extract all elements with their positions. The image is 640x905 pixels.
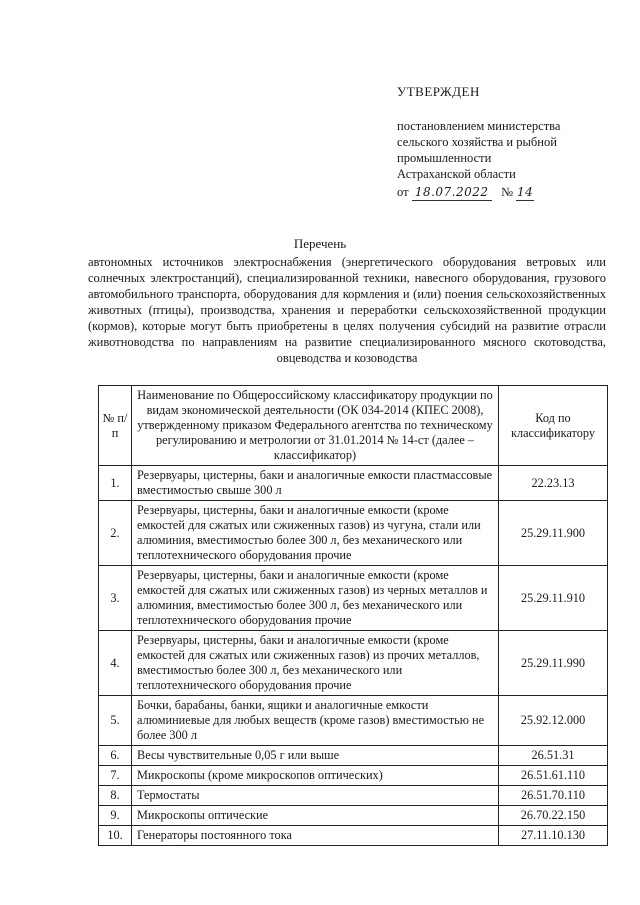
row-num: 4. [99, 631, 132, 696]
header-num: № п/п [99, 386, 132, 466]
approval-block [397, 84, 629, 201]
row-code: 22.23.13 [499, 466, 608, 501]
approval-line: сельского хозяйства и рыбной [397, 135, 557, 149]
date-value: 18.07.2022 [412, 184, 492, 201]
table-row [99, 466, 608, 501]
row-code: 25.29.11.900 [499, 501, 608, 566]
row-code: 25.29.11.910 [499, 566, 608, 631]
table-row [99, 696, 608, 746]
row-num: 8. [99, 786, 132, 806]
row-code: 26.51.61.110 [499, 766, 608, 786]
row-name: Резервуары, цистерны, баки и аналогичные емкости (кроме емкостей для сжатых или сжиженных газов) из чугуна, стали или алюминия, вместимостью более 300 л, без механического или теплотехнического оборудования прочие [132, 501, 499, 566]
header-name: Наименование по Общероссийскому классификатору продукции по видам экономической деятельности (ОК 034-2014 (КПЕС 2008), утвержденному приказом Федерального агентства по техническому регулированию и метрологии от 31.01.2014 № 14-ст (далее – классификатор) [132, 386, 499, 466]
row-name: Бочки, барабаны, банки, ящики и аналогичные емкости алюминиевые для любых веществ (кроме газов) вместимостью не более 300 л [132, 696, 499, 746]
row-name: Термостаты [132, 786, 499, 806]
approval-heading: УТВЕРЖДЕН [397, 84, 480, 99]
date-prefix: от [397, 185, 409, 199]
row-num: 7. [99, 766, 132, 786]
classifier-table [98, 385, 608, 846]
table-row [99, 786, 608, 806]
row-name: Генераторы постоянного тока [132, 826, 499, 846]
row-code: 26.51.31 [499, 746, 608, 766]
table-row [99, 826, 608, 846]
row-code: 25.92.12.000 [499, 696, 608, 746]
row-name: Резервуары, цистерны, баки и аналогичные емкости пластмассовые вместимостью свыше 300 л [132, 466, 499, 501]
row-num: 3. [99, 566, 132, 631]
approval-line: Астраханской области [397, 167, 516, 181]
row-num: 2. [99, 501, 132, 566]
row-num: 6. [99, 746, 132, 766]
row-name: Микроскопы оптические [132, 806, 499, 826]
row-code: 27.11.10.130 [499, 826, 608, 846]
header-code: Код по классификатору [499, 386, 608, 466]
row-code: 26.51.70.110 [499, 786, 608, 806]
row-name: Весы чувствительные 0,05 г или выше [132, 746, 499, 766]
table-row [99, 566, 608, 631]
row-name: Микроскопы (кроме микроскопов оптических) [132, 766, 499, 786]
row-num: 10. [99, 826, 132, 846]
approval-date-number [397, 184, 629, 201]
approval-line: промышленности [397, 151, 492, 165]
table-row [99, 501, 608, 566]
table-header-row [99, 386, 608, 466]
row-code: 26.70.22.150 [499, 806, 608, 826]
row-num: 9. [99, 806, 132, 826]
table-row [99, 746, 608, 766]
row-name: Резервуары, цистерны, баки и аналогичные емкости (кроме емкостей для сжатых или сжиженных газов) из прочих металлов, вместимостью более 300 л, без механического или теплотехнического оборудования прочие [132, 631, 499, 696]
number-value: 14 [516, 185, 534, 199]
row-num: 5. [99, 696, 132, 746]
row-name: Резервуары, цистерны, баки и аналогичные емкости (кроме емкостей для сжатых или сжиженных газов) из черных металлов и алюминия, вместимостью более 300 л, без механического или теплотехнического оборудования прочие [132, 566, 499, 631]
approval-line: постановлением министерства [397, 119, 561, 133]
table-row [99, 766, 608, 786]
document-title: Перечень [293, 236, 347, 251]
number-prefix: № [501, 185, 513, 199]
table-row [99, 631, 608, 696]
table-row [99, 806, 608, 826]
row-code: 25.29.11.990 [499, 631, 608, 696]
row-num: 1. [99, 466, 132, 501]
document-subtitle: автономных источников электроснабжения (энергетического оборудования ветровых или солнечных электростанций), специализированной техники, навесного оборудования, грузового автомобильного транспорта, оборудования для кормления и (или) поения сельскохозяйственных животных (птицы), производства, хранения и переработки сельскохозяйственной продукции (кормов), которые могут быть приобретены в целях получения субсидий на развитие отрасли животноводства по направлениям на развитие специализированного мясного скотоводства, овцеводства и козоводства [88, 255, 606, 365]
